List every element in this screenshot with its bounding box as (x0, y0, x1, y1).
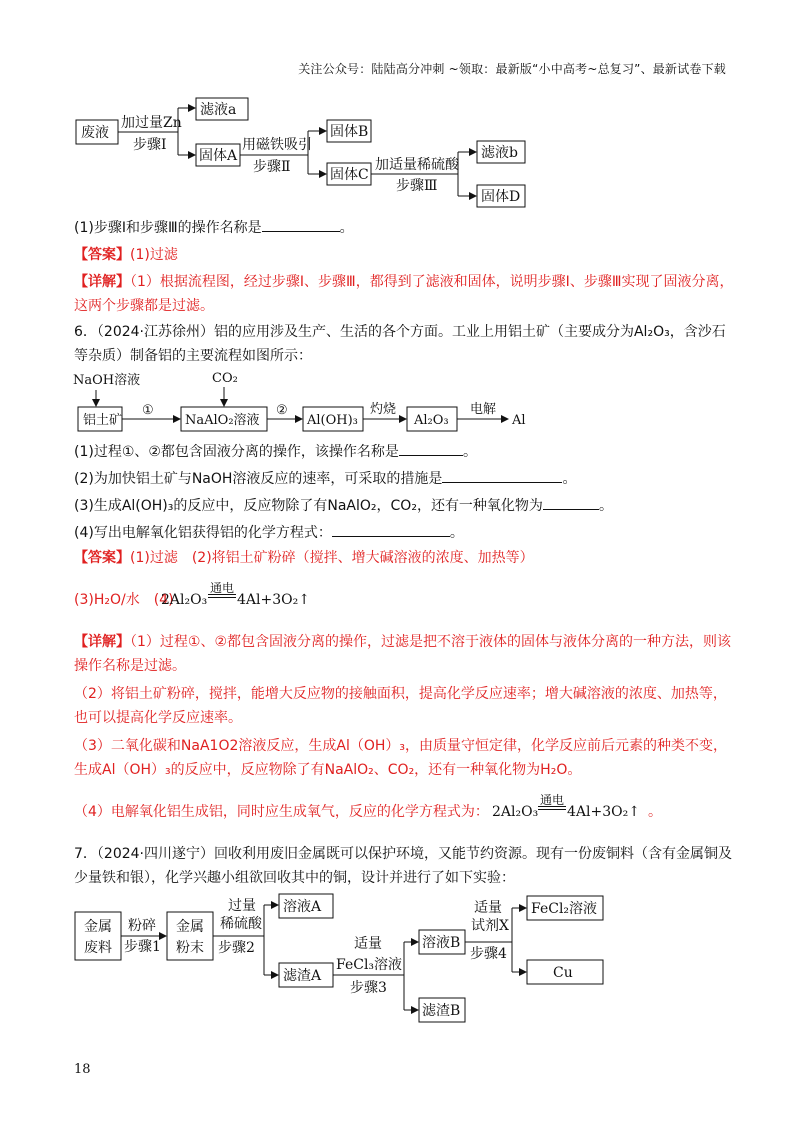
feed-box: 废液 (81, 125, 109, 141)
al2o3-box: Al₂O₃ (414, 413, 449, 428)
filtrate-a-box: 滤液a (200, 102, 237, 118)
step3-label: 步骤3 (350, 980, 387, 996)
powder-box-line1: 金属 (176, 919, 204, 935)
step2-label: 步骤2 (218, 940, 255, 956)
q6-detail1: 【详解】（1）过程①、②都包含固液分离的操作，过滤是把不溶于液体的固体与液体分离的一种方法，则该操作名称是过滤。 (74, 634, 732, 674)
naoh-label: NaOH溶液 (73, 373, 141, 388)
ore-box: 铝土矿 (83, 413, 123, 428)
solid-b-box: 固体B (330, 124, 369, 140)
q5-answer: 【答案】(1)过滤 (74, 247, 178, 263)
naalo2-box: NaAlO₂溶液 (185, 413, 260, 428)
residue-b-box: 滤渣B (422, 1003, 461, 1019)
electrolysis-label: 电解 (470, 402, 497, 417)
eq-left: 2Al₂O₃ (161, 592, 208, 608)
q6-detail4: （4）电解氧化铝生成铝，同时应生成氧气，反应的化学方程式为： 2Al₂O₃ 通电 4Al+3O₂↑ 。 (74, 790, 734, 824)
q6-detail2: （2）将铝土矿粉碎，搅拌，能增大反应物的接触面积，提高化学反应速率；增大碱溶液的浓度、加热等，也可以提高化学反应速率。 (74, 686, 727, 726)
dilute-acid-label: 稀硫酸 (220, 916, 262, 932)
eq2-condition: 通电 (540, 793, 565, 807)
filtrate-b-box: 滤液b (481, 145, 518, 161)
calcine-label: 灼烧 (370, 402, 397, 417)
solution-a-box: 溶液A (283, 899, 322, 915)
step1-label: 步骤1 (124, 939, 161, 955)
eq2-right: 4Al+3O₂↑ (567, 804, 640, 820)
arrow3-label: 加适量稀硫酸 (375, 157, 459, 173)
crush-label: 粉碎 (128, 918, 156, 934)
q5-detail: 【详解】（1）根据流程图，经过步骤Ⅰ、步骤Ⅲ，都得到了滤液和固体，说明步骤Ⅰ、步骤Ⅲ实现了固液分离，这两个步骤都是过滤。 (74, 274, 734, 314)
residue-a-box: 滤渣A (283, 968, 322, 984)
arrow2-label: 用磁铁吸引 (242, 137, 312, 153)
q6-detail3: （3）二氧化碳和NaA1O2溶液反应，生成Al（OH）₃，由质量守恒定律，化学反应前后元素的种类不变，生成Al（OH）₃的反应中，反应物除了有NaAlO₂、CO₂，还有一种氧化物为H₂O。 (74, 738, 727, 778)
q6-question1: (1)过程①、②都包含固液分离的操作，该操作名称是 。 (74, 440, 734, 464)
q6-answer-line1: 【答案】(1)过滤 (2)将铝土矿粉碎（搅拌、增大碱溶液的浓度、加热等） (74, 550, 534, 566)
q5-question1: (1)步骤Ⅰ和步骤Ⅲ的操作名称是 。 (74, 216, 734, 240)
solid-d-box: 固体D (481, 189, 521, 205)
arrow3-step: 步骤Ⅲ (396, 178, 438, 194)
aloh3-box: Al(OH)₃ (307, 413, 358, 428)
step2-label: ② (276, 403, 288, 418)
eq-condition: 通电 (210, 581, 235, 595)
eq2-left: 2Al₂O₃ (492, 804, 539, 820)
proper2-label: 适量 (474, 900, 502, 916)
q6-question3: (3)生成Al(OH)₃的反应中，反应物除了有NaAlO₂，CO₂，还有一种氧化物为 。 (74, 494, 734, 518)
step4-label: 步骤4 (470, 946, 507, 962)
al-product: Al (512, 413, 526, 428)
arrow2-step: 步骤Ⅱ (253, 159, 291, 175)
fecl2-box: FeCl₂溶液 (531, 901, 598, 917)
q6-question2: (2)为加快铝土矿与NaOH溶液反应的速率，可采取的措施是 。 (74, 467, 734, 491)
fecl3-label: FeCl₃溶液 (336, 957, 403, 973)
arrow1-step: 步骤Ⅰ (133, 137, 167, 153)
q6-stem: 6．（2024·江苏徐州）铝的应用涉及生产、生活的各个方面。工业上用铝土矿（主要成分为Al₂O₃，含沙石等杂质）制备铝的主要流程如图所示： (74, 324, 726, 364)
eq-right: 4Al+3O₂↑ (237, 592, 310, 608)
reagent-x-label: 试剂X (471, 918, 509, 934)
q6-answer-line2: (3)H₂O/水 (4) 2Al₂O₃ 通电 4Al+3O₂↑ (74, 576, 734, 610)
solid-a-box: 固体A (199, 148, 238, 164)
proper1-label: 适量 (354, 936, 382, 952)
q6-question4: (4)写出电解氧化铝获得铝的化学方程式： 。 (74, 521, 734, 545)
excess-label: 过量 (228, 898, 256, 914)
powder-box-line2: 粉末 (176, 940, 204, 956)
solution-b-box: 溶液B (422, 935, 461, 951)
q7-stem: 7．（2024·四川遂宁）回收利用废旧金属既可以保护环境，又能节约资源。现有一份废铜料（含有金属铜及少量铁和银），化学兴趣小组欲回收其中的铜，设计并进行了如下实验： (74, 846, 732, 886)
arrow1-label: 加过量Zn (121, 115, 182, 131)
page-number: 18 (74, 1062, 91, 1077)
step1-label: ① (142, 403, 154, 418)
cu-box: Cu (553, 965, 573, 981)
scrap-box-line1: 金属 (84, 919, 112, 935)
scrap-box-line2: 废料 (84, 940, 112, 956)
page-header: 关注公众号：陆陆高分冲刺 ~领取：最新版“小中高考~总复习”、最新试卷下载 (298, 62, 726, 76)
solid-c-box: 固体C (330, 167, 369, 183)
co2-label: CO₂ (212, 371, 238, 386)
